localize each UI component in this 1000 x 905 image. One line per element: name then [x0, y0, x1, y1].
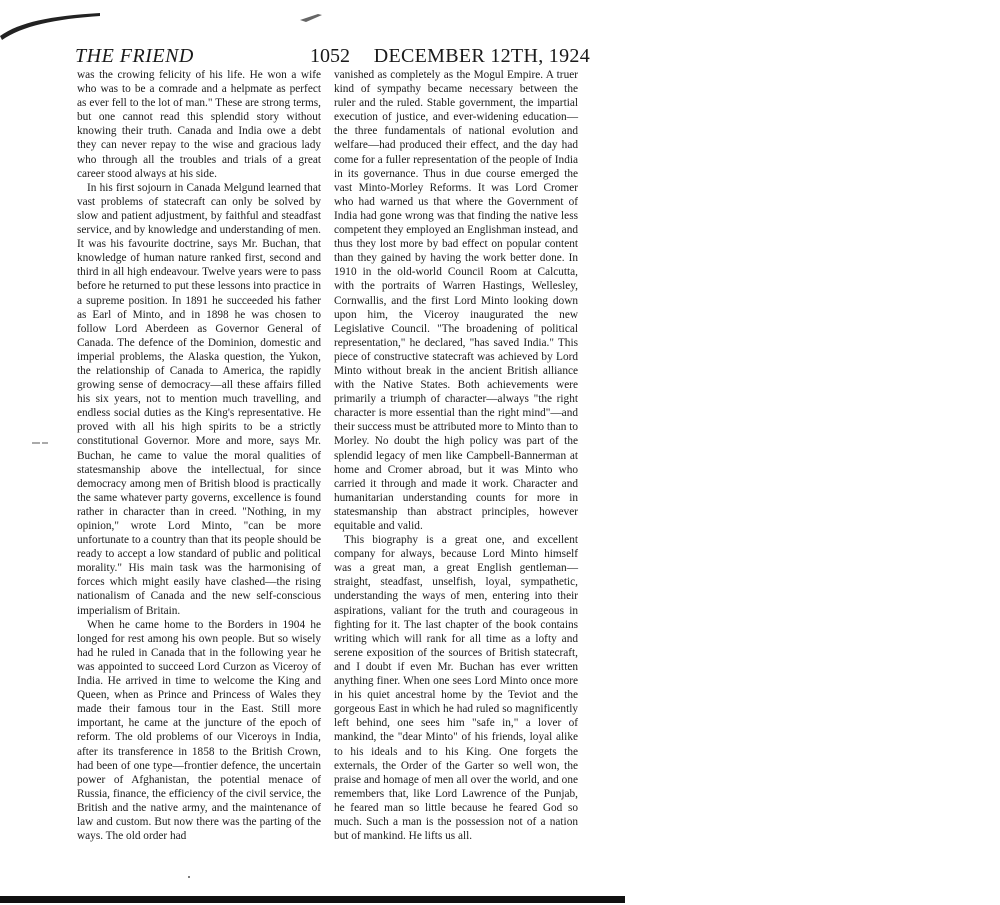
right-column	[334, 68, 578, 843]
scan-speck	[188, 876, 190, 878]
issue-date: DECEMBER 12TH, 1924	[373, 45, 590, 67]
page-number: 1052	[310, 45, 350, 67]
paragraph: vanished as completely as the Mogul Empire. A truer kind of sympathy became necessary between the ruler and the ruled. Stable government, the impartial execution of justice, and ever-widening education—the three fundamentals of national evolution and welfare—had produced their effect, and the day had come for a fuller representation of the people of India in its governance. Thus in due course emerged the vast Minto-Morley Reforms. It was Lord Cromer who had warned us that where the Government of India had gone wrong was that finding the native less competent they employed an Englishman instead, and thus they lost more by bad effect on popular content than they gained by having the work better done. In 1910 in the old-world Council Room at Calcutta, with the portraits of Warren Hastings, Wellesley, Cornwallis, and the first Lord Minto looking down upon him, the Viceroy inaugurated the new Legislative Council. "The broadening of political representation," he declared, "has saved India." This piece of constructive statecraft was achieved by Lord Minto without break in the ancient British alliance with the Native States. Both achievements were primarily a triumph of character—always "the right character is more essential than the right mind"—and their success must be attributed more to Minto than to Morley. No doubt the high policy was part of the splendid legacy of men like Campbell-Bannerman at home and Cromer abroad, but it was Minto who carried it through and made it work. Character and humanitarian understanding counts for more in statesmanship than abstract principles, however equitable and valid.	[334, 69, 578, 532]
publication-title: THE FRIEND	[75, 45, 194, 67]
margin-mark	[32, 440, 52, 446]
paragraph: was the crowing felicity of his life. He won a wife who was to be a comrade and a helpmate as perfect as ever fell to the lot of man." These are strong terms, but one cannot read this splendid story without knowing their truth. Canada and India owe a debt they can never repay to the wise and gracious lady who through all the troubles and trials of a great career stood always at his side.	[77, 69, 321, 180]
scan-edge-bar	[0, 896, 625, 903]
paragraph: When he came home to the Borders in 1904 he longed for rest among his own people. But so wisely had he ruled in Canada that in the following year he was appointed to succeed Lord Curzon as Viceroy of India. He arrived in time to welcome the King and Queen, when as Prince and Princess of Wales they made their famous tour in the East. Still more important, he came at the juncture of the epoch of reform. The old problems of our Viceroys in India, after its transference in 1858 to the British Crown, had been of one type—frontier defence, the uncertain power of Afghanistan, the potential menace of Russia, finance, the efficiency of the civil service, the British and the native army, and the maintenance of law and custom. But now there was the parting of the ways. The old order had	[77, 618, 321, 843]
paragraph: In his first sojourn in Canada Melgund learned that vast problems of statecraft can only be solved by slow and patient adjustment, by faithful and steadfast service, and by knowledge and understanding of men. It was his favourite doctrine, says Mr. Buchan, that knowledge of human nature ranked first, second and third in all high endeavour. Twelve years were to pass before he returned to put these lessons into practice in a supreme position. In 1891 he succeeded his father as Earl of Minto, and in 1898 he was chosen to follow Lord Aberdeen as Governor General of Canada. The defence of the Dominion, domestic and imperial problems, the Alaska question, the Yukon, the relationship of Canada to America, the rapidly growing sense of democracy—all these affairs filled his six years, not to mention much travelling, and endless social duties as the King's representative. He proved with all his high spirits to be a strictly constitutional Governor. More and more, says Mr. Buchan, he came to value the moral qualities of statesmanship above the intellectual, for since democracy among men of British blood is practically the same whatever party governs, excellence is found rather in character than in creed. "Nothing, in my opinion," wrote Lord Minto, "can be more unfortunate to a country than that its people should be ready to accept a low standard of public and political morality." His main task was the harmonising of forces which might easily have clashed—the rising nationalism of Canada and the new self-conscious imperialism of Britain.	[77, 181, 321, 617]
left-column	[77, 68, 321, 843]
paragraph: This biography is a great one, and excellent company for always, because Lord Minto himself was a great man, a great English gentleman—straight, steadfast, unselfish, loyal, sympathetic, understanding the ways of men, entering into their aspirations, valiant for the truth and courageous in fighting for it. The last chapter of the book contains writing which will rank for all time as a lofty and serene exposition of the sources of British statecraft, and I doubt if even Mr. Buchan has ever written anything finer. When one sees Lord Minto once more in his quiet ancestral home by the Teviot and the gorgeous East in which he had ruled so magnificently left behind, one sees him "safe in," a lover of mankind, the "dear Minto" of his friends, loyal alike to his ideals and to his King. One forgets the externals, the Order of the Garter so well won, the praise and homage of men all over the world, and one remembers that, like Lord Lawrence of the Punjab, he feared man so little because he feared God so much. Such a man is the possession not of a nation but of mankind. He lifts us all.	[334, 534, 578, 843]
scan-artifact-mark	[0, 0, 360, 45]
